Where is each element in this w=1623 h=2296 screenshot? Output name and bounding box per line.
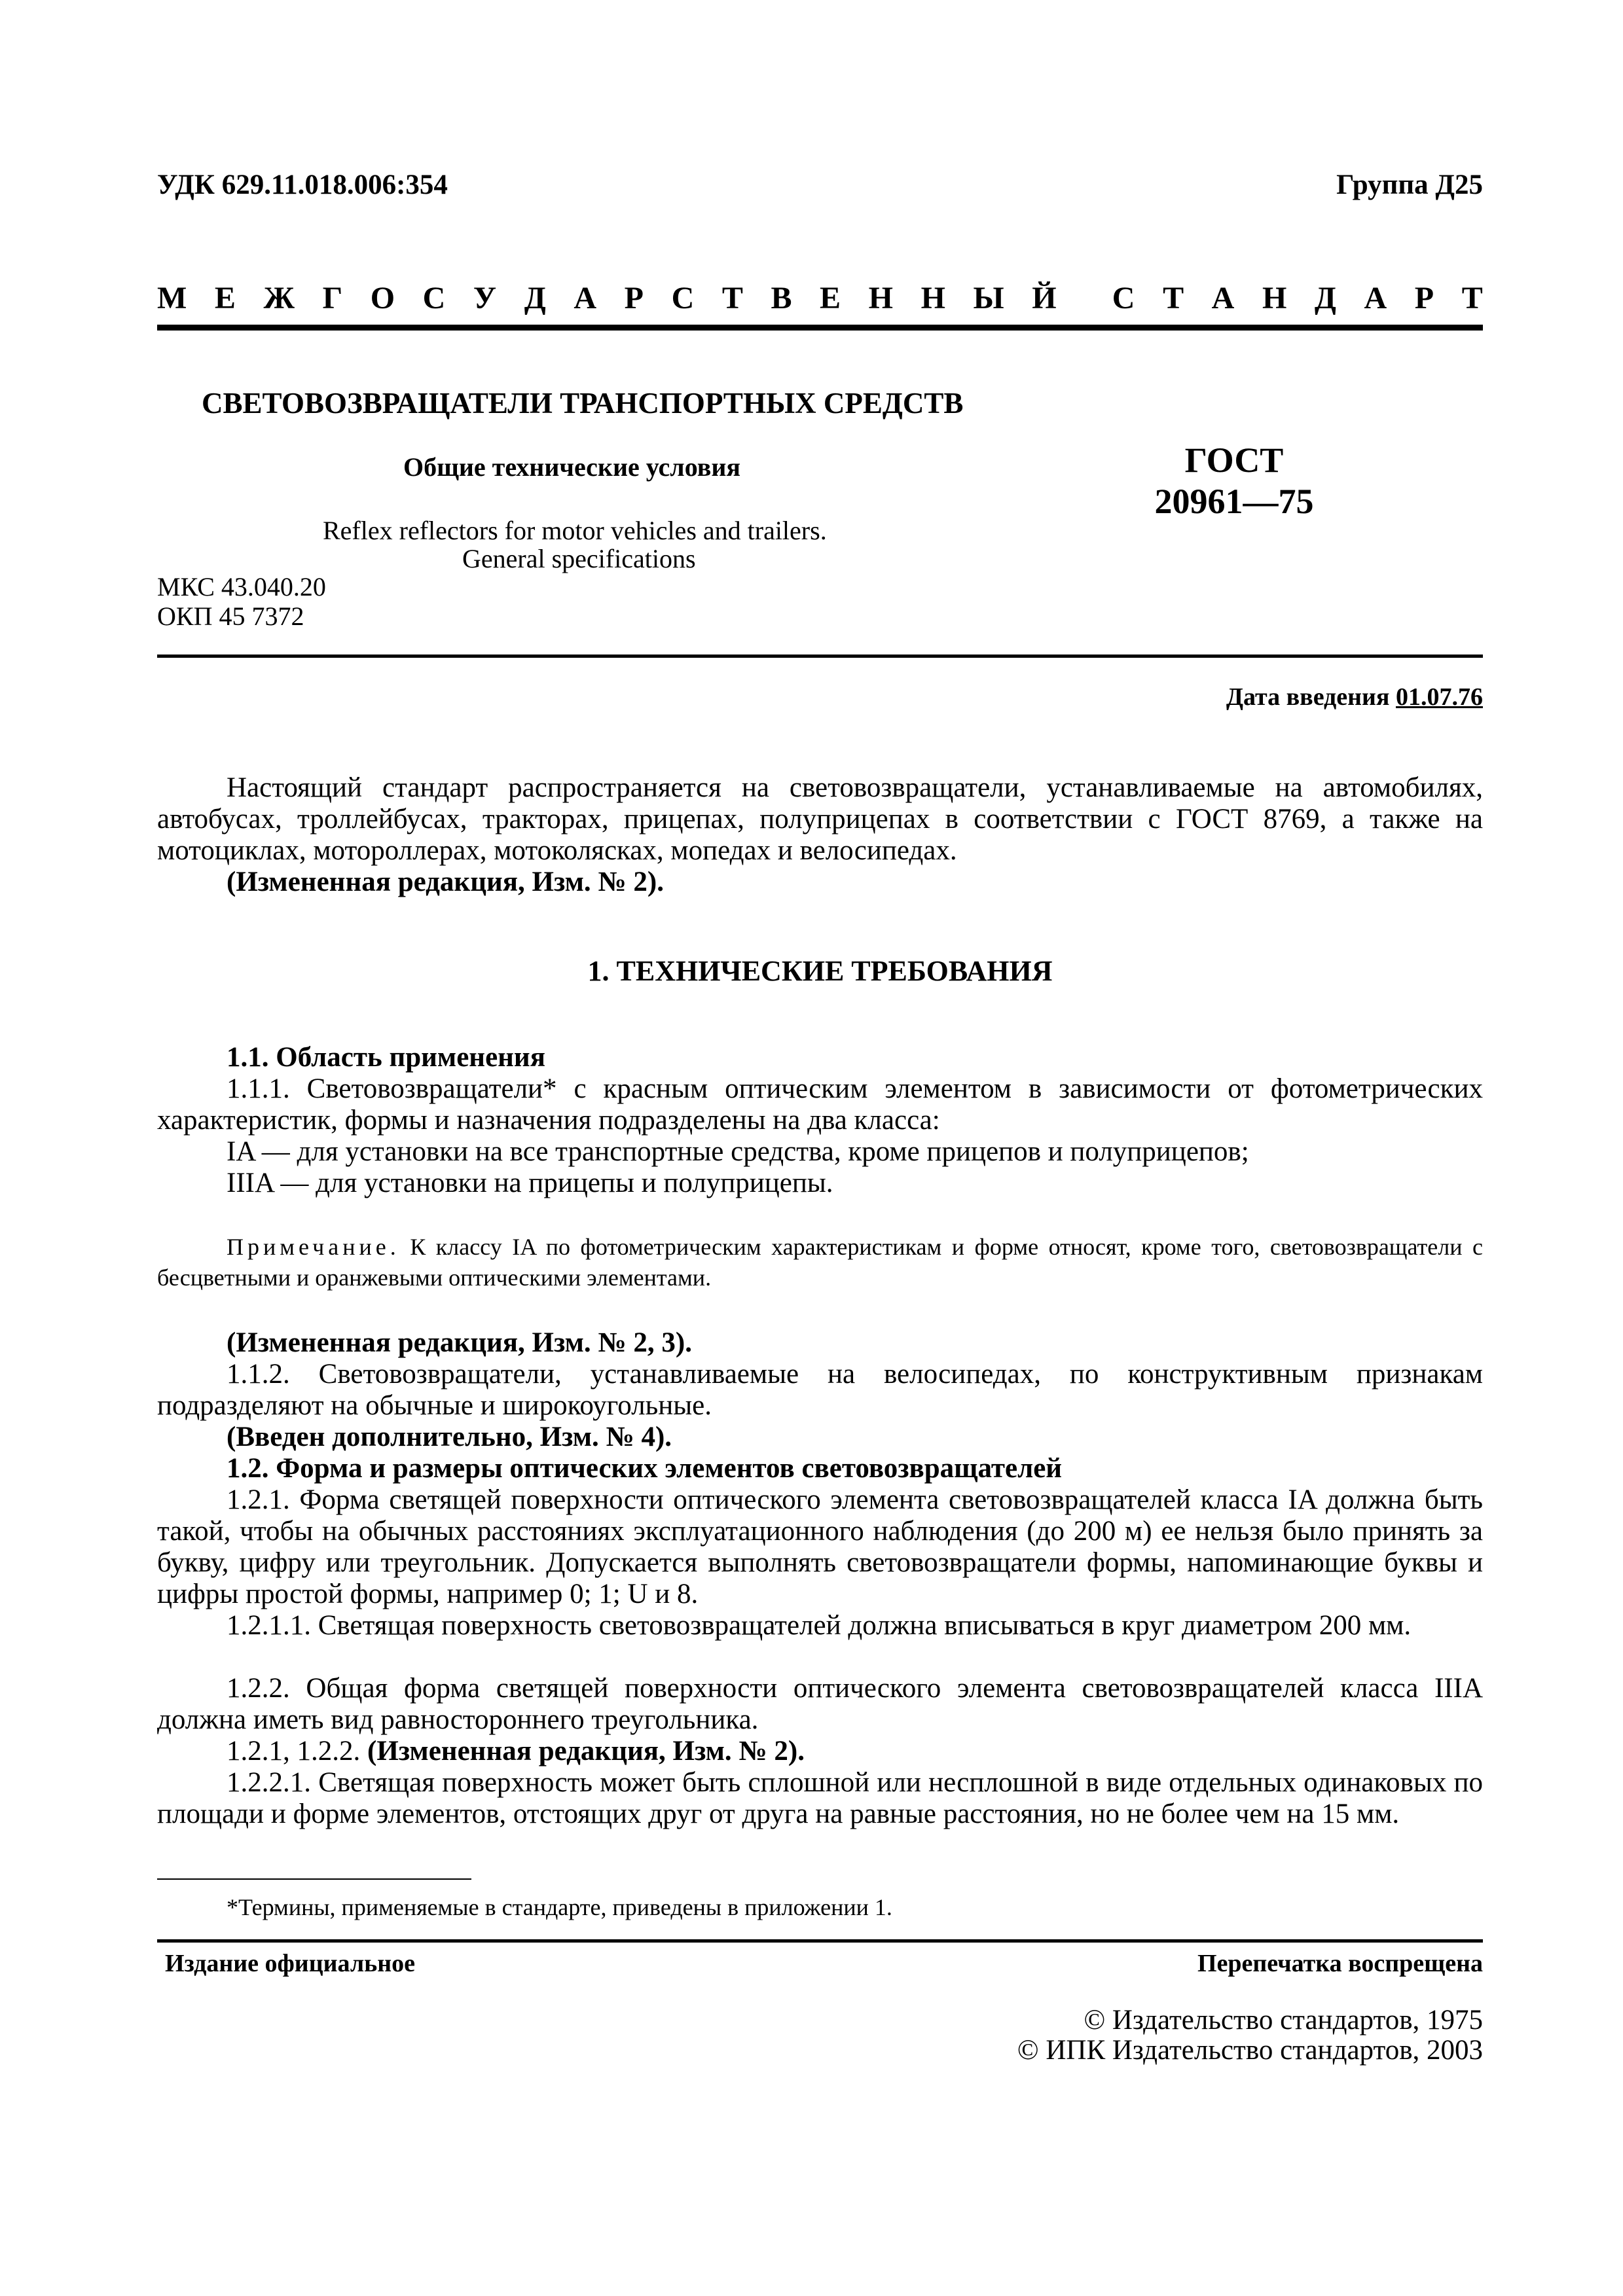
english-title-line1: Reflex reflectors for motor vehicles and trailers.	[323, 516, 827, 545]
amendment-1-2-1-1-2-2	[227, 1736, 1483, 1767]
reprint-prohibited: Перепечатка воспрещена	[1197, 1950, 1483, 1977]
banner-letter: Т	[1461, 281, 1483, 315]
banner-letter: Р	[1414, 281, 1434, 315]
clause-1-2-1-text: 1.2.1. Форма светящей поверхности оптического элемента световозвращателей класса IA должна быть такой, чтобы на обычных расстояниях эксплуатационного наблюдения (до 200 м) ее нельзя было принять за букву, цифру или треугольник. Допускается выполнять световозвращатели формы, напоминающие буквы и цифры простой формы, например 0; 1; U и 8.	[157, 1484, 1483, 1609]
banner-letter: Н	[1262, 281, 1287, 315]
banner-letter: Т	[721, 281, 743, 315]
intro-text: Настоящий стандарт распространяется на световозвращатели, устанавливаемые на автомобилях, автобусах, троллейбусах, тракторах, прицепах, полуприцепах в соответствии с ГОСТ 8769, а также на мотоциклах, мотороллерах, мотоколясках, мопедах и велосипедах.	[157, 772, 1483, 866]
banner-letter: В	[771, 281, 792, 315]
note-block	[157, 1232, 1483, 1293]
intro-amendment: (Измененная редакция, Изм. № 2).	[227, 867, 664, 897]
mks-code: МКС 43.040.20	[157, 572, 326, 601]
banner-letter: С	[671, 281, 695, 315]
clause-1-1-1	[157, 1073, 1483, 1136]
english-title-line2: General specifications	[462, 544, 696, 573]
note-text: К классу IA по фотометрическим характеристикам и форме относят, кроме того, световозвращатели с бесцветными и оранжевыми оптическими элементами.	[157, 1234, 1483, 1291]
banner-letter: Ж	[263, 281, 295, 315]
title-rule	[157, 655, 1483, 658]
subsection-heading-1-2: 1.2. Форма и размеры оптических элементов световозвращателей	[227, 1453, 1063, 1484]
clause-1-1-2-text: 1.1.2. Световозвращатели, устанавливаемые на велосипедах, по конструктивным признакам подразделяют на обычные и широкоугольные.	[157, 1359, 1483, 1421]
clause-1-2-2-1-text: 1.2.2.1. Светящая поверхность может быть сплошной или несплошной в виде отдельных одинаковых по площади и форме элементов, отстоящих друг от друга на равные расстояния, но не более чем на 15 мм.	[157, 1767, 1483, 1829]
intro-date-label: Дата введения	[1226, 683, 1396, 711]
footnote: *Термины, применяемые в стандарте, приведены в приложении 1.	[227, 1894, 892, 1920]
amendment-2-3: (Измененная редакция, Изм. № 2, 3).	[227, 1327, 692, 1358]
gost-label: ГОСТ	[1184, 440, 1284, 480]
banner-letter: Е	[214, 281, 236, 315]
group-code: Группа Д25	[1336, 170, 1483, 200]
footnote-rule	[157, 1878, 471, 1880]
banner-letter: Ы	[973, 281, 1004, 315]
banner-letter: Й	[1032, 281, 1057, 315]
clause-1-1-2	[157, 1359, 1483, 1422]
banner-letter: А	[1364, 281, 1387, 315]
clause-1-1-1-text: 1.1.1. Световозвращатели* с красным оптическим элементом в зависимости от фотометрических характеристик, формы и назначения подразделены на два класса:	[157, 1073, 1483, 1136]
banner-letter: О	[370, 281, 395, 315]
clause-1-2-2-text: 1.2.2. Общая форма светящей поверхности оптического элемента световозвращателей класса IIIA должна иметь вид равностороннего треугольника.	[157, 1673, 1483, 1735]
banner-letter: Д	[524, 281, 546, 315]
amendment-clause-refs: 1.2.1, 1.2.2.	[227, 1736, 367, 1767]
clause-1-2-2-1	[157, 1767, 1483, 1830]
amendment-4: (Введен дополнительно, Изм. № 4).	[227, 1422, 672, 1452]
note-label: Примечание.	[227, 1234, 400, 1260]
clause-1-2-2	[157, 1673, 1483, 1736]
interstate-standard-banner	[157, 280, 1483, 317]
banner-letter: У	[473, 281, 497, 315]
amendment-text: (Измененная редакция, Изм. № 2).	[367, 1736, 805, 1767]
banner-letter: Н	[868, 281, 893, 315]
clause-1-2-1-1-text: 1.2.1.1. Светящая поверхность световозвращателей должна вписываться в круг диаметром 200 мм.	[227, 1610, 1412, 1641]
intro-date	[1226, 683, 1483, 711]
clause-1-2-1	[157, 1484, 1483, 1610]
subsection-heading-1-1: 1.1. Область применения	[227, 1042, 545, 1073]
class-ia-item: IA — для установки на все транспортные средства, кроме прицепов и полуприцепов;	[227, 1136, 1249, 1167]
banner-letter: Н	[921, 281, 945, 315]
document-subtitle: Общие технические условия	[403, 452, 741, 482]
gost-number: 20961—75	[1154, 482, 1314, 521]
okp-code: ОКП 45 7372	[157, 601, 304, 631]
header-thick-rule	[157, 325, 1483, 331]
banner-letter: Е	[820, 281, 841, 315]
intro-date-value: 01.07.76	[1396, 683, 1483, 711]
footer-rule	[157, 1939, 1483, 1943]
banner-letter: А	[574, 281, 597, 315]
banner-letter: А	[1211, 281, 1235, 315]
banner-letter: М	[157, 281, 187, 315]
document-title: СВЕТОВОЗВРАЩАТЕЛИ ТРАНСПОРТНЫХ СРЕДСТВ	[202, 387, 964, 420]
banner-letter: С	[422, 281, 446, 315]
section-heading: 1. ТЕХНИЧЕСКИЕ ТРЕБОВАНИЯ	[587, 955, 1053, 987]
banner-letter: С	[1112, 281, 1135, 315]
copyright-2003: © ИПК Издательство стандартов, 2003	[1017, 2035, 1483, 2066]
copyright-1975: © Издательство стандартов, 1975	[1084, 2005, 1483, 2036]
intro-paragraph	[157, 772, 1483, 867]
official-edition: Издание официальное	[165, 1950, 416, 1977]
banner-letter: Г	[322, 281, 343, 315]
clause-1-2-1-1	[157, 1610, 1483, 1641]
banner-letter: Д	[1314, 281, 1336, 315]
banner-letter: Р	[624, 281, 644, 315]
class-iiia-item: IIIA — для установки на прицепы и полуприцепы.	[227, 1168, 833, 1198]
banner-letter: Т	[1163, 281, 1184, 315]
udk-code: УДК 629.11.018.006:354	[157, 170, 448, 200]
